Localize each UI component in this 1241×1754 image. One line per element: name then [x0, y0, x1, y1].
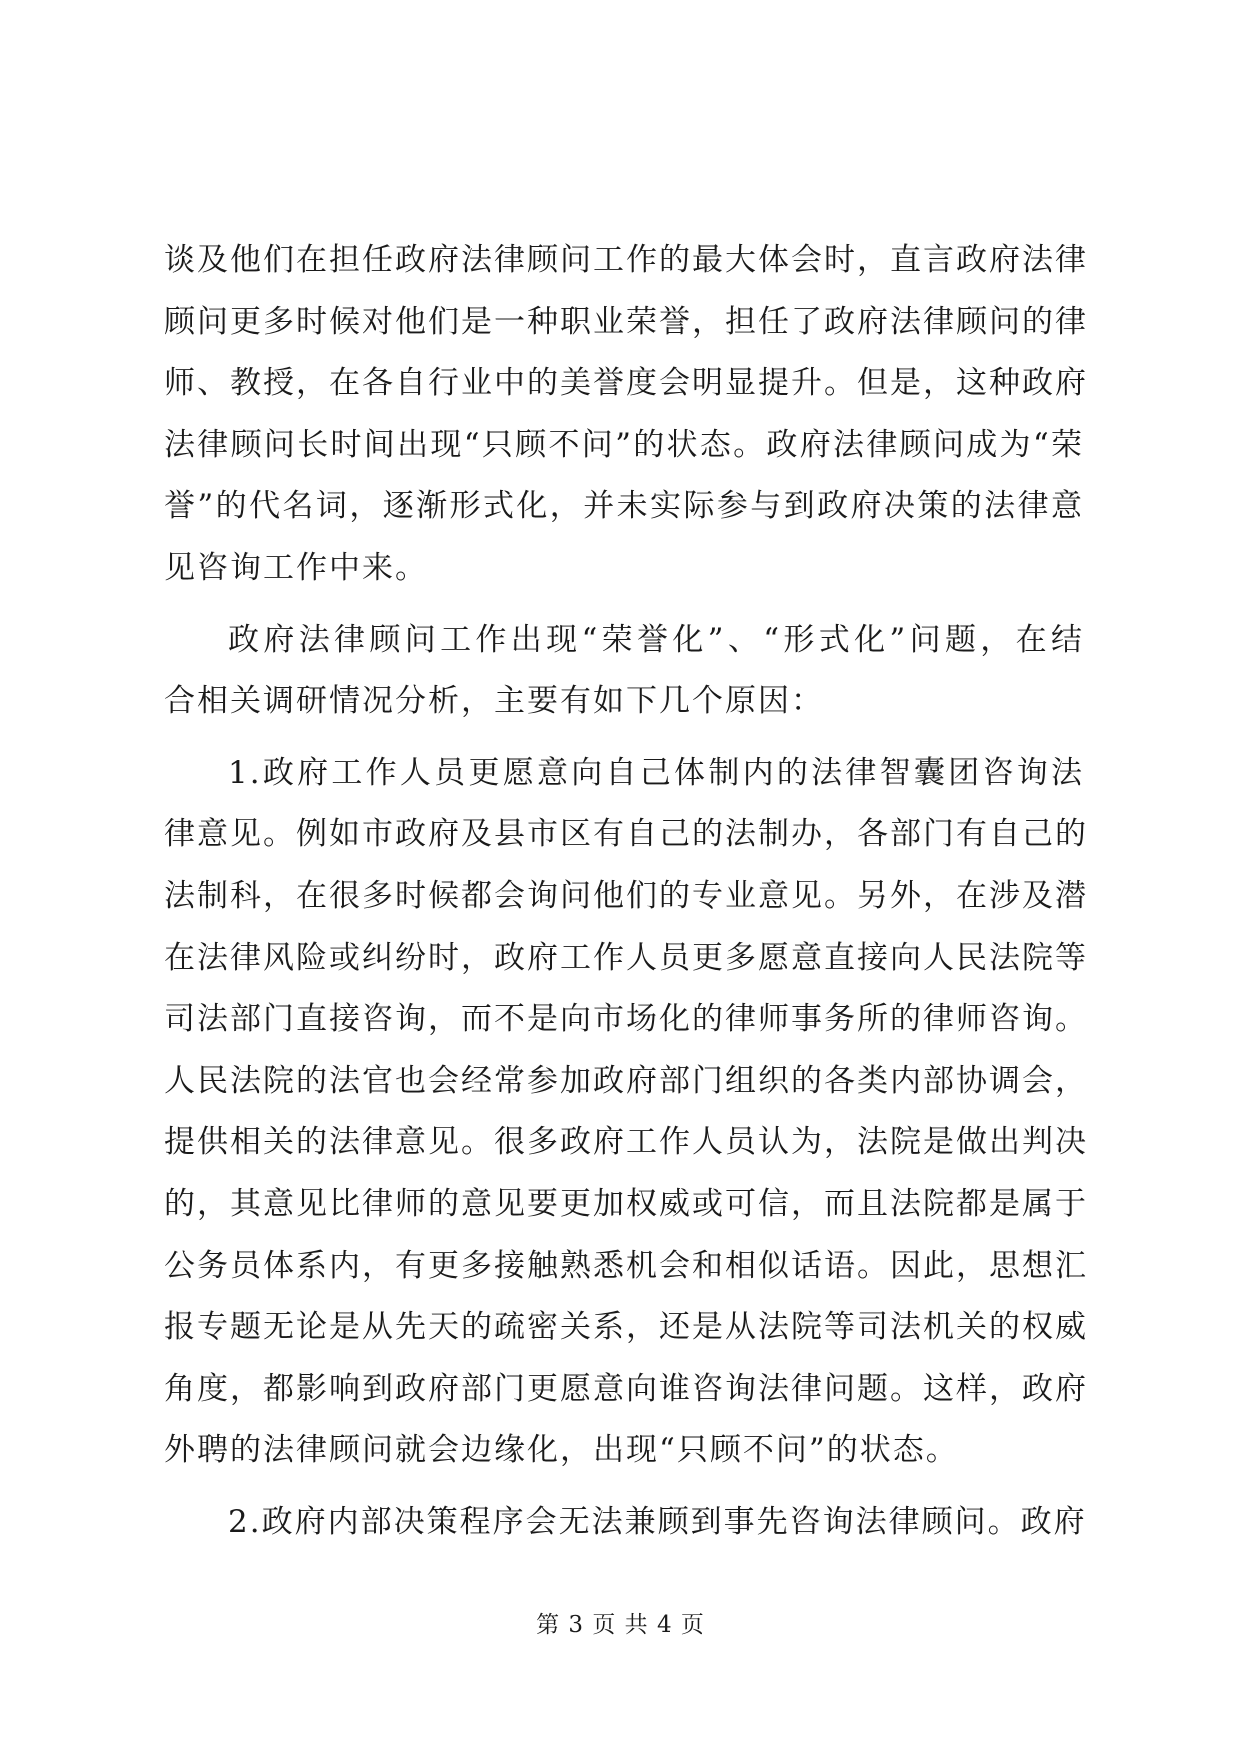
text-line: 报专题无论是从先天的疏密关系，还是从法院等司法机关的权威: [164, 1309, 1088, 1346]
text-line: 律意见。例如市政府及县市区有自己的法制办，各部门有自己的: [164, 816, 1088, 853]
text-line: 角度，都影响到政府部门更愿意向谁咨询法律问题。这样，政府: [164, 1370, 1088, 1407]
text-line: 政府法律顾问工作出现“荣誉化”、“形式化”问题，在结: [228, 621, 1084, 658]
text-line: 在法律风险或纠纷时，政府工作人员更多愿意直接向人民法院等: [164, 939, 1088, 976]
text-line: 1.政府工作人员更愿意向自己体制内的法律智囊团咨询法: [228, 754, 1084, 791]
text-line: 见咨询工作中来。: [164, 549, 428, 586]
text-line: 法律顾问长时间出现“只顾不问”的状态。政府法律顾问成为“荣: [164, 426, 1084, 463]
text-line: 的，其意见比律师的意见要更加权威或可信，而且法院都是属于: [164, 1185, 1088, 1222]
text-line: 外聘的法律顾问就会边缘化，出现“只顾不问”的状态。: [164, 1432, 959, 1469]
text-line: 司法部门直接咨询，而不是向市场化的律师事务所的律师咨询。: [164, 1001, 1088, 1038]
paragraph: [164, 1492, 1087, 1554]
paragraph: [164, 610, 1084, 733]
paragraph: [164, 230, 1088, 600]
text-line: 2.政府内部决策程序会无法兼顾到事先咨询法律顾问。政府: [228, 1503, 1087, 1540]
document-body: [164, 230, 1088, 1553]
text-line: 法制科，在很多时候都会询问他们的专业意见。另外，在涉及潜: [164, 877, 1088, 914]
page-number-footer: 第 3 页 共 4 页: [536, 1612, 705, 1638]
text-line: 顾问更多时候对他们是一种职业荣誉，担任了政府法律顾问的律: [164, 303, 1088, 340]
text-line: 人民法院的法官也会经常参加政府部门组织的各类内部协调会，: [164, 1062, 1088, 1099]
paragraph: [164, 743, 1088, 1482]
text-line: 公务员体系内，有更多接触熟悉机会和相似话语。因此，思想汇: [164, 1247, 1088, 1284]
text-line: 誉”的代名词，逐渐形式化，并未实际参与到政府决策的法律意: [164, 488, 1084, 525]
text-line: 提供相关的法律意见。很多政府工作人员认为，法院是做出判决: [164, 1124, 1088, 1161]
text-line: 师、教授，在各自行业中的美誉度会明显提升。但是，这种政府: [164, 365, 1088, 402]
text-line: 合相关调研情况分析，主要有如下几个原因：: [164, 683, 824, 720]
text-line: 谈及他们在担任政府法律顾问工作的最大体会时，直言政府法律: [164, 242, 1088, 278]
